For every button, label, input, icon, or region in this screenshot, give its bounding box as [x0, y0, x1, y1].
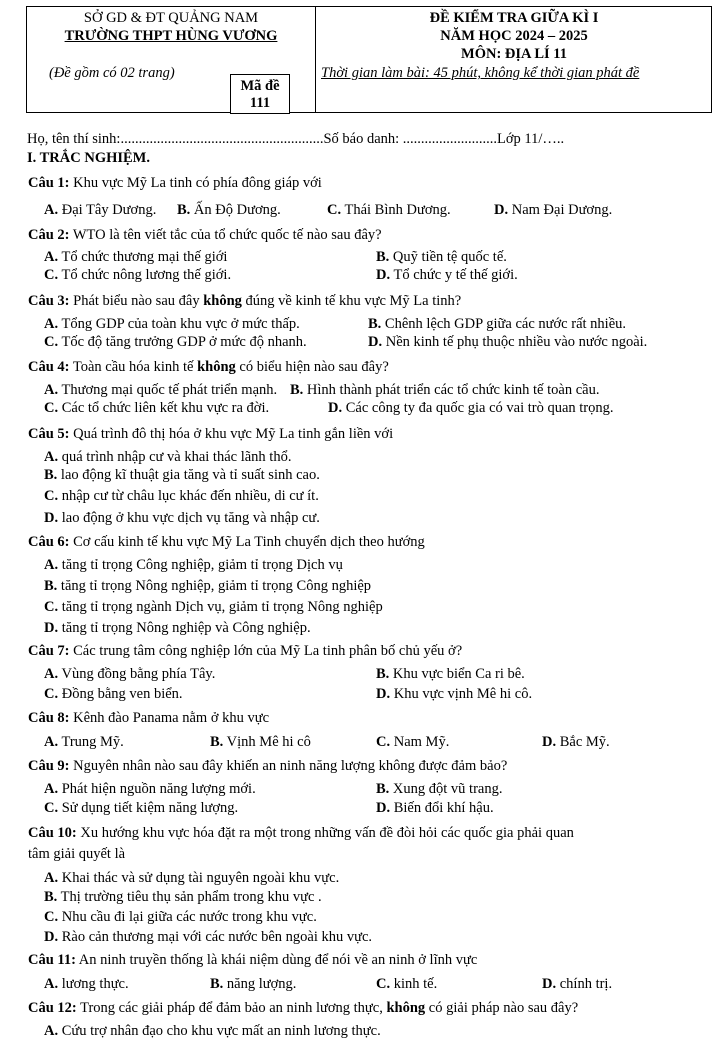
option-8d: D. Bắc Mỹ. [542, 734, 610, 750]
option-2b: B. Quỹ tiền tệ quốc tế. [376, 249, 507, 265]
option-8b: B. Vịnh Mê hi cô [210, 734, 311, 750]
question-3: Câu 3: Phát biểu nào sau đây không đúng về kinh tế khu vực Mỹ La tinh? [28, 293, 462, 309]
student-info-line: Họ, tên thí sinh:........................................................Số báo danh: ..........................Lớp 11/….. [27, 131, 565, 147]
exam-code-box [230, 74, 290, 114]
option-10a: A. Khai thác và sử dụng tài nguyên ngoài khu vực. [44, 870, 340, 886]
option-1d: D. Nam Đại Dương. [494, 202, 613, 218]
subject: MÔN: ĐỊA LÍ 11 [461, 46, 567, 62]
option-8a: A. Trung Mỹ. [44, 734, 124, 750]
option-3a: A. Tổng GDP của toàn khu vực ở mức thấp. [44, 316, 300, 332]
option-9a: A. Phát hiện nguồn năng lượng mới. [44, 781, 256, 797]
department-name: SỞ GD & ĐT QUẢNG NAM [83, 10, 259, 26]
option-11b: B. năng lượng. [210, 976, 297, 992]
option-10d: D. Rào cản thương mại với các nước bên ngoài khu vực. [44, 929, 373, 945]
option-9c: C. Sử dụng tiết kiệm năng lượng. [44, 800, 239, 816]
option-11c: C. kinh tế. [376, 976, 438, 992]
option-5c: C. nhập cư từ châu lục khác đến nhiều, di cư ít. [44, 488, 319, 504]
option-7a: A. Vùng đồng bằng phía Tây. [44, 666, 216, 682]
exam-title: ĐỀ KIỂM TRA GIỮA KÌ I [429, 10, 599, 26]
option-2c: C. Tổ chức nông lương thế giới. [44, 267, 232, 283]
option-11a: A. lương thực. [44, 976, 129, 992]
option-11d: D. chính trị. [542, 976, 613, 992]
option-1c: C. Thái Bình Dương. [327, 202, 451, 218]
option-6b: B. tăng tỉ trọng Nông nghiệp, giảm tỉ trọng Công nghiệp [44, 578, 372, 594]
option-5a: A. quá trình nhập cư và khai thác lãnh thổ. [44, 449, 292, 465]
question-12: Câu 12: Trong các giải pháp để đảm bảo an ninh lương thực, không có giải pháp nào sau đây? [28, 1000, 579, 1016]
question-7: Câu 7: Các trung tâm công nghiệp lớn của Mỹ La tinh phân bố chủ yếu ở? [28, 643, 463, 659]
pages-note: (Đề gồm có 02 trang) [49, 65, 175, 81]
question-8: Câu 8: Kênh đào Panama nằm ở khu vực [28, 710, 270, 726]
option-5b: B. lao động kĩ thuật gia tăng và tỉ suất sinh cao. [44, 467, 320, 483]
option-12a: A. Cứu trợ nhân đạo cho khu vực mất an ninh lương thực. [44, 1023, 381, 1039]
option-10c: C. Nhu cầu đi lại giữa các nước trong khu vực. [44, 909, 317, 925]
question-6: Câu 6: Cơ cấu kinh tế khu vực Mỹ La Tinh chuyển dịch theo hướng [28, 534, 425, 550]
question-10: Câu 10: Xu hướng khu vực hóa đặt ra một trong những vấn đề đòi hỏi các quốc gia phải quan [28, 825, 574, 841]
option-4b: B. Hình thành phát triển các tổ chức kinh tế toàn cầu. [290, 382, 600, 398]
option-7b: B. Khu vực biển Ca ri bê. [376, 666, 525, 682]
option-3b: B. Chênh lệch GDP giữa các nước rất nhiều. [368, 316, 626, 332]
option-7d: D. Khu vực vịnh Mê hi cô. [376, 686, 533, 702]
option-1b: B. Ấn Độ Dương. [177, 202, 281, 218]
option-6d: D. tăng tỉ trọng Nông nghiệp và Công nghiệp. [44, 620, 311, 636]
question-4: Câu 4: Toàn cầu hóa kinh tế không có biểu hiện nào sau đây? [28, 359, 389, 375]
question-10-continued: tâm giải quyết là [28, 846, 126, 862]
option-2a: A. Tổ chức thương mại thế giới [44, 249, 228, 265]
option-6a: A. tăng tỉ trọng Công nghiệp, giảm tỉ trọng Dịch vụ [44, 557, 343, 573]
option-4c: C. Các tổ chức liên kết khu vực ra đời. [44, 400, 270, 416]
option-1a: A. Đại Tây Dương. [44, 202, 157, 218]
exam-code-label: Mã đề [240, 78, 280, 94]
option-6c: C. tăng tỉ trọng ngành Dịch vụ, giảm tỉ trọng Nông nghiệp [44, 599, 383, 615]
option-3c: C. Tốc độ tăng trưởng GDP ở mức độ nhanh. [44, 334, 307, 350]
option-9b: B. Xung đột vũ trang. [376, 781, 503, 797]
question-1: Câu 1: Khu vực Mỹ La tinh có phía đông giáp với [28, 175, 322, 191]
option-5d: D. lao động ở khu vực dịch vụ tăng và nhập cư. [44, 510, 320, 526]
option-2d: D. Tổ chức y tế thế giới. [376, 267, 518, 283]
question-5: Câu 5: Quá trình đô thị hóa ở khu vực Mỹ La tinh gắn liền với [28, 426, 394, 442]
section-title: I. TRẮC NGHIỆM. [27, 150, 150, 166]
school-name: TRƯỜNG THPT HÙNG VƯƠNG [64, 28, 278, 44]
question-2: Câu 2: WTO là tên viết tắc của tổ chức quốc tế nào sau đây? [28, 227, 382, 243]
option-8c: C. Nam Mỹ. [376, 734, 450, 750]
question-11: Câu 11: An ninh truyền thống là khái niệm dùng để nói về an ninh ở lĩnh vực [28, 952, 478, 968]
option-10b: B. Thị trường tiêu thụ sản phẩm trong khu vực . [44, 889, 322, 905]
option-9d: D. Biến đổi khí hậu. [376, 800, 494, 816]
exam-header [26, 6, 712, 113]
option-4d: D. Các công ty đa quốc gia có vai trò quan trọng. [328, 400, 614, 416]
option-7c: C. Đồng bằng ven biển. [44, 686, 183, 702]
exam-code-value: 111 [249, 95, 271, 111]
exam-time: Thời gian làm bài: 45 phút, không kể thời gian phát đề [321, 65, 640, 81]
school-year: NĂM HỌC 2024 – 2025 [440, 28, 588, 44]
option-4a: A. Thương mại quốc tế phát triển mạnh. [44, 382, 278, 398]
option-3d: D. Nền kinh tế phụ thuộc nhiều vào nước ngoài. [368, 334, 648, 350]
question-9: Câu 9: Nguyên nhân nào sau đây khiến an ninh năng lượng không được đảm bảo? [28, 758, 508, 774]
